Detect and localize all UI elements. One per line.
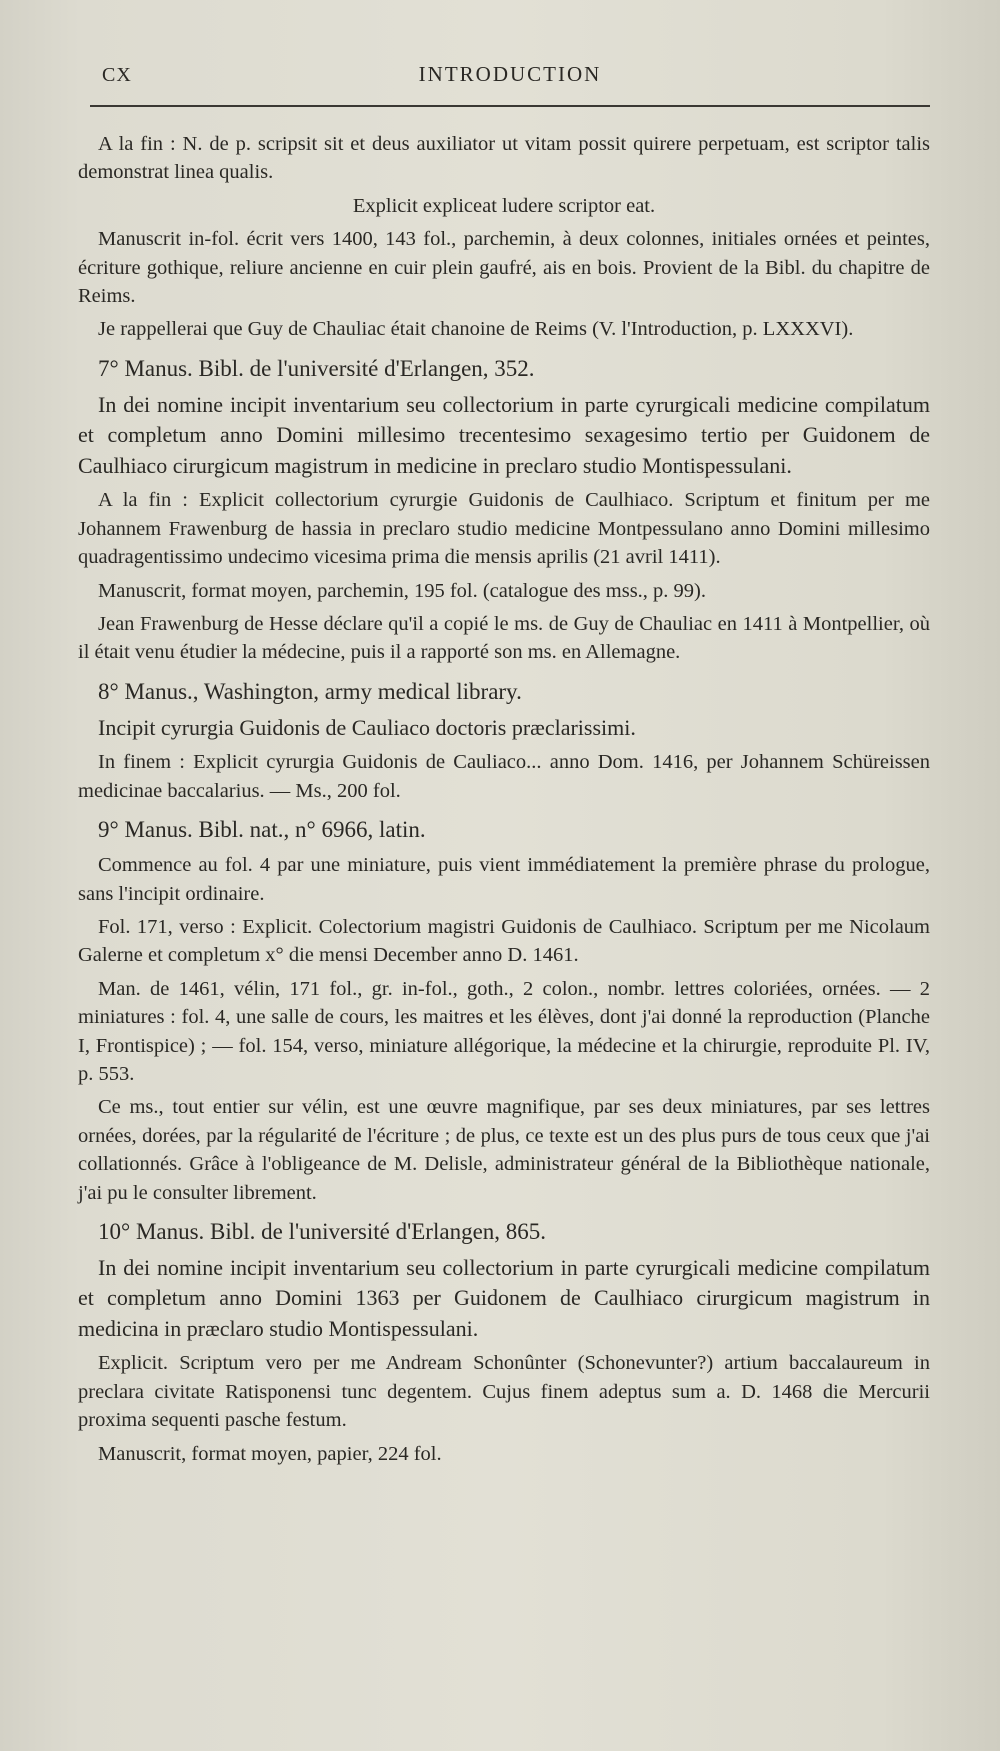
paragraph: Jean Frawenburg de Hesse déclare qu'il a copié le ms. de Guy de Chauliac en 1411 à Montpellier, où il était venu étudier la médecine, puis il a rapporté son ms. en Allemagne. xyxy=(78,612,930,664)
paragraph: In dei nomine incipit inventarium seu collectorium in parte cyrurgicali medicine compilatum et completum anno Domini millesimo trecentesimo sexagesimo tertio per Guidonem de Caulhiaco cirurgicum magistrum in medicine in preclaro studio Montispessulani. xyxy=(78,391,930,478)
paragraph: Manuscrit, format moyen, papier, 224 fol. xyxy=(98,1442,442,1465)
paragraph: In finem : Explicit cyrurgia Guidonis de Cauliaco... anno Dom. 1416, per Johannem Schüreissen medicinae baccalarius. — Ms., 200 fol. xyxy=(78,751,930,802)
page-header xyxy=(90,52,930,92)
paragraph: A la fin : N. de p. scripsit sit et deus auxiliator ut vitam possit quirere perpetuam, est scriptor talis demonstrat linea qualis. xyxy=(78,133,930,184)
paragraph: Ce ms., tout entier sur vélin, est une œuvre magnifique, par ses deux miniatures, par ses lettres ornées, dorées, par la régularité de l'écriture ; de plus, ce texte est un des plus purs de tous ceux que j'ai collationnés. Grâce à l'obligeance de M. Delisle, administrateur général de la Bibliothèque nationale, j'ai pu le consulter librement. xyxy=(78,1096,930,1204)
page-body xyxy=(78,130,930,1473)
paragraph: Explicit. Scriptum vero per me Andream Schonûnter (Schonevunter?) artium baccalaureum in preclara civitate Ratisponensi tunc degentem. Cujus finem adeptus sum a. D. 1468 die Mercurii proxima sequenti pasche festum. xyxy=(78,1352,930,1432)
page-number: CX xyxy=(102,64,132,86)
manuscript-heading: 7° Manus. Bibl. de l'université d'Erlangen, 352. xyxy=(98,355,535,381)
header-rule xyxy=(90,105,930,107)
paragraph: Manuscrit, format moyen, parchemin, 195 fol. (catalogue des mss., p. 99). xyxy=(98,579,707,602)
paragraph: Commence au fol. 4 par une miniature, puis vient immédiatement la première phrase du prologue, sans l'incipit ordinaire. xyxy=(78,854,930,905)
paragraph: Incipit cyrurgia Guidonis de Cauliaco doctoris præclarissimi. xyxy=(98,714,636,740)
manuscript-heading: 10° Manus. Bibl. de l'université d'Erlangen, 865. xyxy=(98,1218,547,1244)
paragraph: In dei nomine incipit inventarium seu collectorium in parte cyrurgicali medicine compilatum et completum anno Domini 1363 per Guidonem de Caulhiaco cirurgicum magistrum in medicina in præclaro studio Montispessulani. xyxy=(78,1254,930,1341)
paragraph: Man. de 1461, vélin, 171 fol., gr. in-fol., goth., 2 colon., nombr. lettres coloriées, ornées. — 2 miniatures : fol. 4, une salle de cours, les maitres et les élèves, dont j'ai donné la reproduction (Planche I, Frontispice) ; — fol. 154, verso, miniature allégorique, la médecine et la chirurgie, reproduite Pl. IV, p. 553. xyxy=(78,977,930,1085)
paragraph: Manuscrit in-fol. écrit vers 1400, 143 fol., parchemin, à deux colonnes, initiales ornées et peintes, écriture gothique, reliure ancienne en cuir plein gaufré, ais en bois. Provient de la Bibl. du chapitre de Reims. xyxy=(78,228,930,308)
manuscript-heading: 9° Manus. Bibl. nat., n° 6966, latin. xyxy=(98,817,426,843)
paragraph: Je rappellerai que Guy de Chauliac était chanoine de Reims (V. l'Introduction, p. LXXXVI). xyxy=(98,318,854,341)
paragraph: Explicit expliceat ludere scriptor eat. xyxy=(352,194,656,217)
paragraph: A la fin : Explicit collectorium cyrurgie Guidonis de Caulhiaco. Scriptum et finitum per me Johannem Frawenburg de hassia in preclaro studio medicine Montpessulano anno Domini millesimo quadragentissimo undecimo vicesima prima die mensis aprilis (21 avril 1411). xyxy=(78,489,930,569)
paragraph: Fol. 171, verso : Explicit. Colectorium magistri Guidonis de Caulhiaco. Scriptum per me Nicolaum Galerne et completum x° die mensi December anno D. 1461. xyxy=(78,915,930,967)
running-title: INTRODUCTION xyxy=(418,62,602,86)
manuscript-heading: 8° Manus., Washington, army medical library. xyxy=(98,678,522,704)
